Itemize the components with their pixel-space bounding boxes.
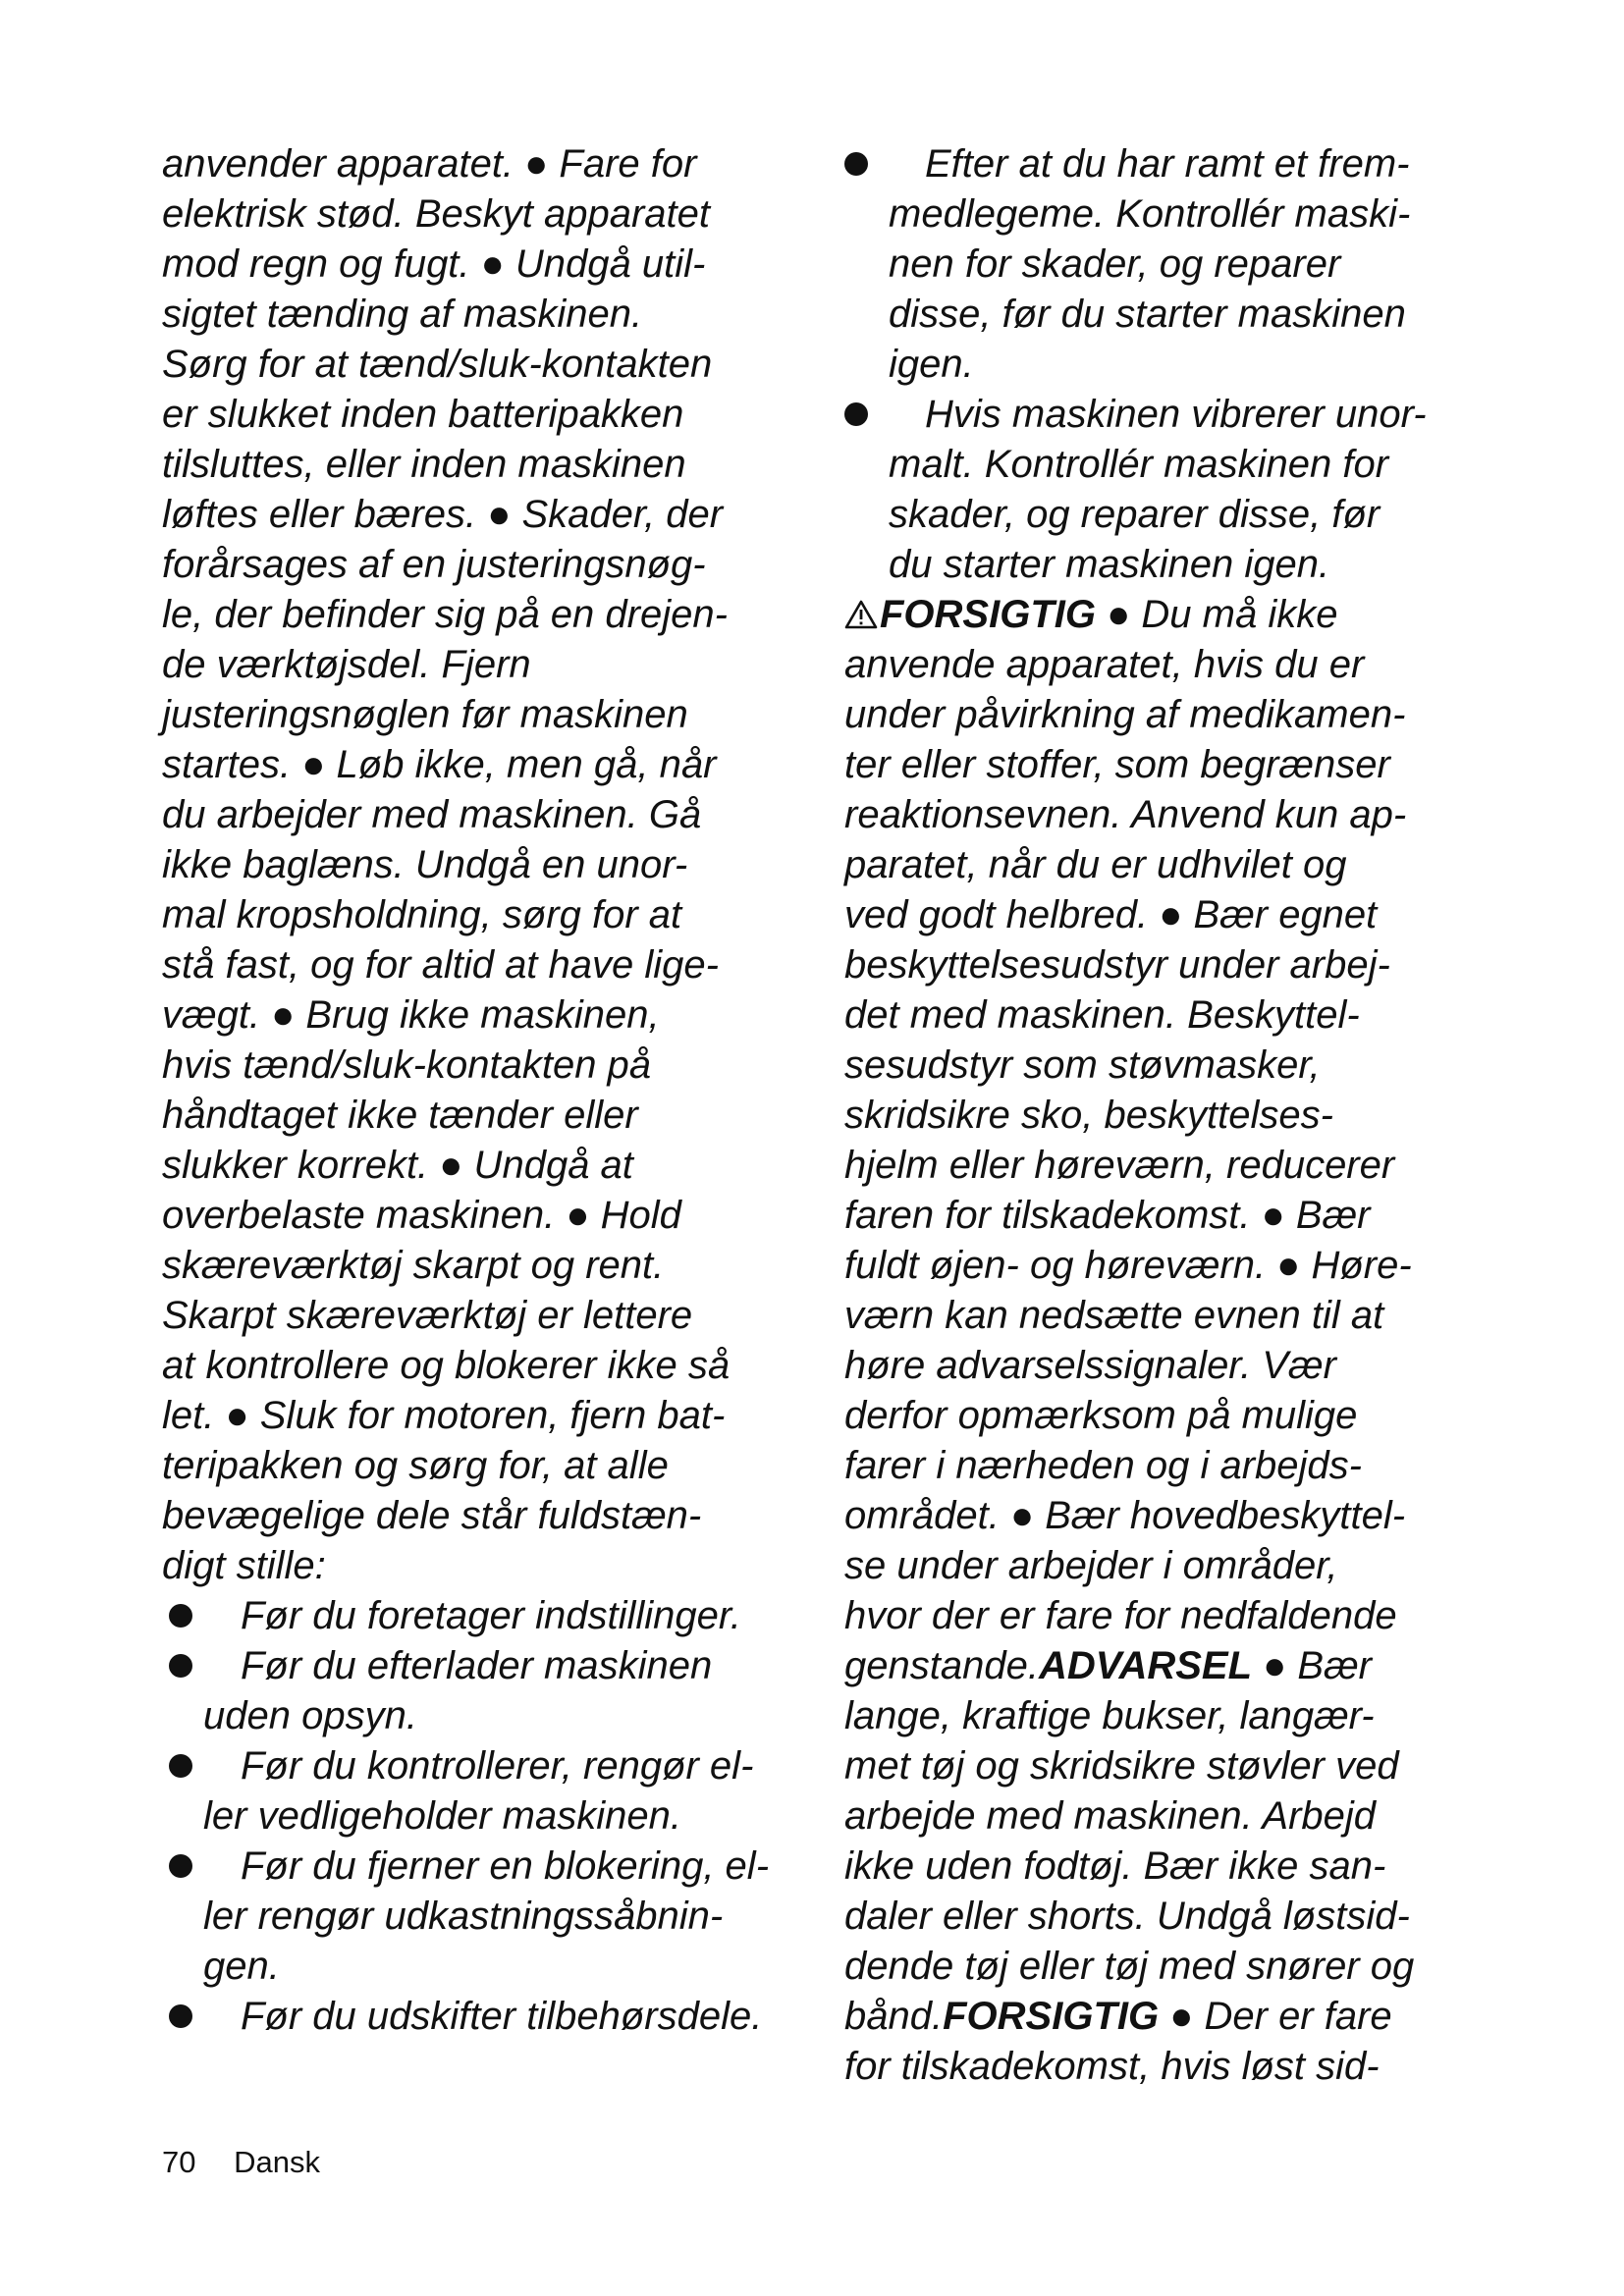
bullet-continuation-line: medlegeme. Kontrollér maski- [889, 192, 1411, 236]
bullet-first-line [162, 1591, 830, 1641]
bullet-first-line [162, 1741, 830, 1791]
text-line: le, der befinder sig på en drejen- [162, 593, 728, 636]
text-line: vægt. ● Brug ikke maskinen, [162, 993, 660, 1037]
text-line: du arbejder med maskinen. Gå [162, 793, 702, 836]
text-line: at kontrollere og blokerer ikke så [162, 1344, 731, 1387]
text-line: ikke baglæns. Undgå en unor- [162, 843, 688, 886]
bullet-text: Før du efterlader maskinen [241, 1644, 713, 1687]
text-line: teripakken og sørg for, at alle [162, 1444, 669, 1487]
right-paragraph-b [844, 1691, 1492, 1992]
bullet-item [162, 1992, 830, 2042]
bullet-dot-icon [169, 1854, 192, 1878]
bullet-first-line [162, 1641, 830, 1691]
bullet-first-line [844, 139, 1492, 189]
text-line: hvor der er fare for nedfaldende [844, 1594, 1397, 1637]
bullet-item [844, 390, 1492, 590]
bullet-continuation-line: nen for skader, og reparer [889, 242, 1341, 286]
text-line: under påvirkning af medikamen- [844, 693, 1406, 736]
text-line: startes. ● Løb ikke, men gå, når [162, 743, 717, 786]
text-line: dende tøj eller tøj med snører og [844, 1945, 1415, 1988]
bullet-text: Før du udskifter tilbehørsdele. [241, 1995, 763, 2038]
text-line: slukker korrekt. ● Undgå at [162, 1144, 633, 1187]
bullet-continuation-line: du starter maskinen igen. [889, 543, 1330, 586]
text-line: reaktionsevnen. Anvend kun ap- [844, 793, 1407, 836]
text-line: mod regn og fugt. ● Undgå util- [162, 242, 706, 286]
bullet-text: Efter at du har ramt et frem- [925, 142, 1410, 186]
text-line: bevægelige dele står fuldstæn- [162, 1494, 702, 1537]
text-line: hvis tænd/sluk-kontakten på [162, 1043, 652, 1087]
text-line: Skarpt skæreværktøj er lettere [162, 1294, 693, 1337]
bullet-dot-icon [169, 1754, 192, 1778]
left-column [162, 139, 830, 2042]
text-line: håndtaget ikke tænder eller [162, 1094, 638, 1137]
left-bullet-list [162, 1591, 830, 2042]
advarsel-text: ● Bær [1252, 1644, 1372, 1687]
bullet-text: Før du kontrollerer, rengør el- [241, 1744, 754, 1788]
forsigtig-2-pre-text: bånd. [844, 1995, 944, 2038]
bullet-text: Før du fjerner en blokering, el- [241, 1844, 770, 1888]
forsigtig-label: FORSIGTIG [880, 593, 1096, 636]
bullet-continuation-line: skader, og reparer disse, før [889, 493, 1380, 536]
text-line: let. ● Sluk for motoren, fjern bat- [162, 1394, 726, 1437]
text-line: sesudstyr som støvmasker, [844, 1043, 1321, 1087]
text-line: arbejde med maskinen. Arbejd [844, 1794, 1377, 1838]
bullet-continuation-line: malt. Kontrollér maskinen for [889, 443, 1389, 486]
page-footer [162, 2145, 320, 2180]
forsigtig-2-line [844, 1992, 1492, 2042]
warning-triangle-icon [844, 600, 878, 629]
text-line: tilsluttes, eller inden maskinen [162, 443, 686, 486]
right-paragraph-c [844, 2042, 1492, 2092]
page-number: 70 [162, 2145, 196, 2179]
bullet-first-line [162, 1992, 830, 2042]
bullet-item [844, 139, 1492, 390]
bullet-item [162, 1641, 830, 1741]
advarsel-line [844, 1641, 1492, 1691]
bullet-continuation-line: disse, før du starter maskinen [889, 293, 1406, 336]
text-line: ved godt helbred. ● Bær egnet [844, 893, 1378, 936]
right-bullet-list [844, 139, 1492, 590]
text-line: derfor opmærksom på mulige [844, 1394, 1358, 1437]
bullet-continuation-line: ler rengør udkastningssåbnin- [203, 1895, 724, 1938]
forsigtig-2-label: FORSIGTIG [943, 1995, 1160, 2038]
advarsel-pre-text: genstande. [844, 1644, 1039, 1687]
text-line: beskyttelsesudstyr under arbej- [844, 943, 1390, 987]
forsigtig-heading-line [844, 590, 1492, 640]
text-line: faren for tilskadekomst. ● Bær [844, 1194, 1371, 1237]
text-line: ter eller stoffer, som begrænser [844, 743, 1390, 786]
bullet-dot-icon [844, 152, 868, 176]
bullet-first-line [844, 390, 1492, 440]
left-paragraph [162, 139, 830, 1591]
text-line: skæreværktøj skarpt og rent. [162, 1244, 665, 1287]
text-line: lange, kraftige bukser, langær- [844, 1694, 1375, 1737]
text-line: anvender apparatet. ● Fare for [162, 142, 697, 186]
text-line: farer i nærheden og i arbejds- [844, 1444, 1362, 1487]
bullet-continuation-line: uden opsyn. [203, 1694, 417, 1737]
text-line: anvende apparatet, hvis du er [844, 643, 1365, 686]
bullet-continuation-line: igen. [889, 343, 974, 386]
bullet-item [162, 1741, 830, 1842]
bullet-item [162, 1842, 830, 1992]
text-line: met tøj og skridsikre støvler ved [844, 1744, 1399, 1788]
bullet-dot-icon [169, 2004, 192, 2028]
bullet-dot-icon [844, 402, 868, 426]
text-line: løftes eller bæres. ● Skader, der [162, 493, 724, 536]
right-paragraph-a [844, 640, 1492, 1641]
text-line: fuldt øjen- og høreværn. ● Høre- [844, 1244, 1412, 1287]
text-line: det med maskinen. Beskyttel- [844, 993, 1360, 1037]
bullet-continuation-line: ler vedligeholder maskinen. [203, 1794, 681, 1838]
text-line: paratet, når du er udhvilet og [844, 843, 1347, 886]
text-line: overbelaste maskinen. ● Hold [162, 1194, 681, 1237]
text-line: ikke uden fodtøj. Bær ikke san- [844, 1844, 1386, 1888]
bullet-continuation-line: gen. [203, 1945, 280, 1988]
text-line: stå fast, og for altid at have lige- [162, 943, 719, 987]
bullet-dot-icon [169, 1654, 192, 1678]
bullet-dot-icon [169, 1604, 192, 1628]
text-line: sigtet tænding af maskinen. [162, 293, 643, 336]
footer-language: Dansk [234, 2145, 320, 2179]
text-line: høre advarselssignaler. Vær [844, 1344, 1336, 1387]
text-line: hjelm eller høreværn, reducerer [844, 1144, 1395, 1187]
bullet-item [162, 1591, 830, 1641]
text-line: elektrisk stød. Beskyt apparatet [162, 192, 711, 236]
advarsel-label: ADVARSEL [1038, 1644, 1253, 1687]
text-line: for tilskadekomst, hvis løst sid- [844, 2045, 1380, 2088]
text-line: forårsages af en justeringsnøg- [162, 543, 706, 586]
text-line: digt stille: [162, 1544, 326, 1587]
right-column [844, 139, 1492, 2092]
bullet-text: Før du foretager indstillinger. [241, 1594, 741, 1637]
forsigtig-2-text: ● Der er fare [1159, 1995, 1392, 2038]
text-line: se under arbejder i områder, [844, 1544, 1338, 1587]
text-line: er slukket inden batteripakken [162, 393, 684, 436]
text-line: de værktøjsdel. Fjern [162, 643, 531, 686]
text-line: området. ● Bær hovedbeskyttel- [844, 1494, 1406, 1537]
bullet-text: Hvis maskinen vibrerer unor- [925, 393, 1427, 436]
text-line: daler eller shorts. Undgå løstsid- [844, 1895, 1410, 1938]
forsigtig-text: ● Du må ikke [1096, 593, 1338, 636]
text-line: værn kan nedsætte evnen til at [844, 1294, 1384, 1337]
text-line: justeringsnøglen før maskinen [162, 693, 688, 736]
text-line: Sørg for at tænd/sluk-kontakten [162, 343, 713, 386]
bullet-first-line [162, 1842, 830, 1892]
text-line: mal kropsholdning, sørg for at [162, 893, 682, 936]
text-line: skridsikre sko, beskyttelses- [844, 1094, 1333, 1137]
